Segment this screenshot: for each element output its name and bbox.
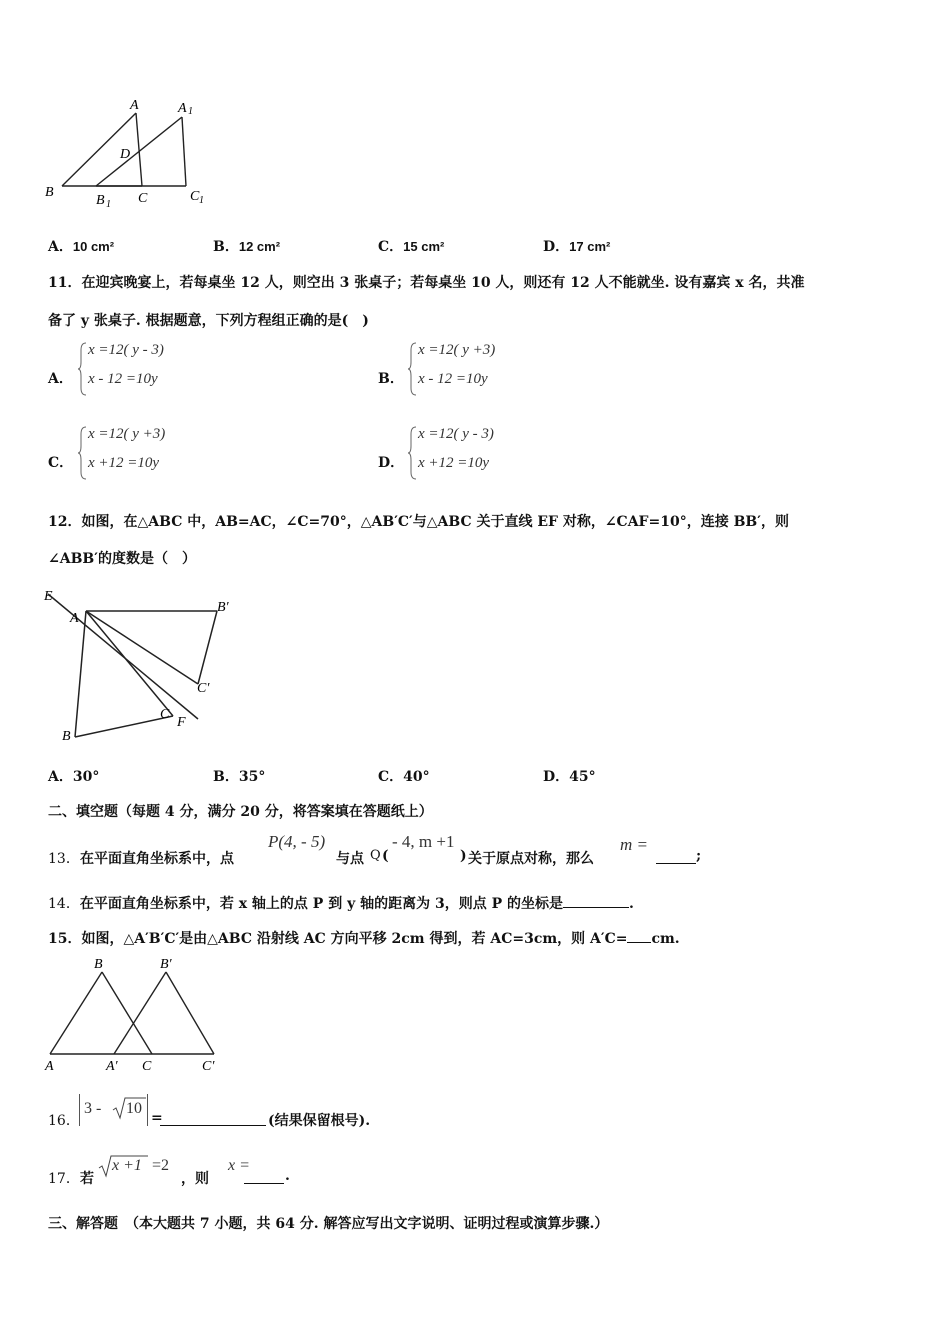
q12-stem-line1: 12．如图，在△ABC 中，AB=AC，∠C=70°，△AB′C′与△ABC 关于直线 EF 对称，∠CAF=10°，连接 BB′，则 bbox=[48, 514, 789, 530]
q11-option-b-system bbox=[408, 342, 568, 398]
q10-option-c bbox=[378, 236, 444, 256]
q13-answer-blank[interactable] bbox=[656, 849, 696, 864]
q11-option-b-eq2: x - 12 =10y bbox=[418, 371, 488, 387]
q12-label-C-prime: C′ bbox=[197, 681, 210, 696]
q15-text2: cm. bbox=[651, 931, 680, 947]
q16-expression-b: 10 bbox=[126, 1100, 142, 1117]
q11-option-b-letter: B． bbox=[378, 371, 404, 387]
q16-equals: = bbox=[151, 1110, 163, 1126]
q13-text1: 在平面直角坐标系中，点 bbox=[80, 851, 234, 867]
q10-option-a-letter: A． bbox=[48, 239, 73, 255]
q10-label-B1: B bbox=[96, 193, 105, 208]
q12-option-a-letter: A． bbox=[48, 769, 73, 785]
q12-label-B-prime: B′ bbox=[217, 600, 229, 615]
q15 bbox=[48, 928, 680, 948]
q12-option-d-text: 45° bbox=[569, 769, 596, 785]
q17-answer-blank[interactable] bbox=[244, 1170, 284, 1184]
q13-paren-close: ) bbox=[460, 848, 467, 864]
q11-option-c-letter: C． bbox=[48, 455, 74, 471]
q15-answer-blank[interactable] bbox=[627, 930, 651, 943]
q15-label-B-prime: B′ bbox=[160, 957, 172, 972]
q10-label-C1-sub: 1 bbox=[199, 195, 204, 206]
q11-option-c-eq2: x +12 =10y bbox=[88, 455, 160, 471]
q10-option-c-text: 15 cm² bbox=[403, 239, 445, 254]
q13-text3: 关于原点对称，那么 bbox=[468, 851, 594, 867]
q16 bbox=[48, 1094, 548, 1134]
q13-end: ; bbox=[696, 848, 702, 864]
q14-number: 14． bbox=[48, 896, 80, 912]
q17 bbox=[48, 1152, 548, 1192]
section-3-title: 三、解答题 （本大题共 7 小题，共 64 分. 解答应写出文字说明、证明过程或演算步骤.） bbox=[48, 1216, 609, 1232]
q10-option-d bbox=[543, 236, 610, 256]
q10-label-B1-sub: 1 bbox=[106, 199, 111, 210]
q11-option-d-system bbox=[408, 426, 568, 482]
q12-option-b bbox=[213, 766, 265, 786]
q17-comma-text: ，则 bbox=[181, 1171, 209, 1187]
q10-option-d-letter: D． bbox=[543, 239, 570, 255]
q15-label-A: A bbox=[45, 1059, 54, 1074]
q10-option-d-text: 17 cm² bbox=[569, 239, 611, 254]
q12-label-E: E bbox=[44, 589, 53, 604]
q17-text1: 若 bbox=[80, 1171, 94, 1187]
q11-stem-line1: 11．在迎宾晚宴上，若每桌坐 12 人，则空出 3 张桌子；若每桌坐 10 人，则还有 12 人不能就坐. 设有嘉宾 x 名，共准 bbox=[48, 275, 805, 291]
q16-abs-bar-right bbox=[147, 1094, 150, 1126]
q15-label-C-prime: C′ bbox=[202, 1059, 215, 1074]
q10-label-D: D bbox=[120, 147, 131, 162]
q13-text2: 与点 bbox=[336, 851, 364, 867]
q12-option-d bbox=[543, 766, 596, 786]
q10-option-a-text: 10 cm² bbox=[72, 239, 115, 254]
q10-option-b-text: 12 cm² bbox=[238, 239, 281, 254]
q12-label-B: B bbox=[62, 729, 71, 744]
q14-text: 在平面直角坐标系中，若 x 轴上的点 P 到 y 轴的距离为 3，则点 P 的坐标是 bbox=[79, 896, 563, 912]
q12-option-a-text: 30° bbox=[72, 769, 100, 785]
q15-figure bbox=[42, 952, 222, 1076]
q17-end: . bbox=[285, 1168, 290, 1184]
q12-label-A: A bbox=[70, 611, 79, 626]
q15-text1: 15．如图，△A′B′C′是由△ABC 沿射线 AC 方向平移 2cm 得到，若 AC=3cm，则 A′C= bbox=[48, 931, 628, 947]
q11-option-a-eq2: x - 12 =10y bbox=[88, 371, 158, 387]
brace-icon bbox=[408, 426, 418, 480]
brace-icon bbox=[78, 426, 88, 480]
q10-option-b bbox=[213, 236, 280, 256]
q15-label-B: B bbox=[94, 957, 103, 972]
q16-expression-a: 3 - bbox=[84, 1100, 102, 1117]
q12-option-c bbox=[378, 766, 430, 786]
q12-label-F: F bbox=[177, 715, 186, 730]
q11-option-b-eq1: x =12( y +3) bbox=[418, 342, 496, 358]
section-2-title: 二、填空题（每题 4 分，满分 20 分，将答案填在答题纸上） bbox=[48, 804, 433, 820]
q15-label-C: C bbox=[142, 1059, 152, 1074]
brace-icon bbox=[78, 342, 88, 396]
q14-answer-blank[interactable] bbox=[563, 895, 629, 908]
q10-label-A1-sub: 1 bbox=[188, 106, 193, 117]
q13-m-equals: m = bbox=[620, 835, 648, 854]
q16-abs-bar-left bbox=[79, 1094, 82, 1126]
q13-number: 13． bbox=[48, 851, 80, 867]
q10-label-C: C bbox=[138, 191, 148, 206]
q11-option-a-system bbox=[78, 342, 238, 398]
q11-option-d-eq2: x +12 =10y bbox=[418, 455, 490, 471]
q12-stem-line2: ∠ABB′的度数是（ ） bbox=[48, 551, 196, 567]
q11-option-c-system bbox=[78, 426, 238, 482]
q10-option-a bbox=[48, 236, 114, 256]
q17-radicand: x +1 bbox=[112, 1157, 142, 1174]
q11-stem-line2: 备了 y 张桌子. 根据题意，下列方程组正确的是( ) bbox=[48, 313, 369, 329]
q12-option-b-text: 35° bbox=[238, 769, 266, 785]
q15-label-A-prime: A′ bbox=[106, 1059, 118, 1074]
q17-number: 17． bbox=[48, 1171, 80, 1187]
q10-figure bbox=[40, 92, 210, 214]
q17-x-equals: x = bbox=[228, 1157, 250, 1174]
q10-label-C1: C bbox=[190, 189, 200, 204]
q11-option-a-eq1: x =12( y - 3) bbox=[88, 342, 164, 358]
q14 bbox=[48, 893, 634, 913]
q12-option-a bbox=[48, 766, 99, 786]
q13 bbox=[48, 832, 928, 872]
q15-figure-lines bbox=[50, 972, 214, 1054]
q12-label-C: C bbox=[160, 707, 170, 722]
q11-option-d-eq1: x =12( y - 3) bbox=[418, 426, 494, 442]
q14-end: . bbox=[628, 896, 634, 912]
q11-option-c-eq1: x =12( y +3) bbox=[88, 426, 166, 442]
q13-point-q: Q bbox=[370, 848, 381, 863]
q12-option-c-letter: C． bbox=[378, 769, 404, 785]
q13-q-coordinates: - 4, m +1 bbox=[392, 832, 455, 851]
q10-option-c-letter: C． bbox=[378, 239, 404, 255]
q10-label-A1: A bbox=[178, 101, 187, 116]
q16-answer-blank[interactable] bbox=[160, 1112, 266, 1126]
q10-option-b-letter: B． bbox=[213, 239, 239, 255]
q17-equals-two: =2 bbox=[152, 1157, 170, 1174]
q12-figure bbox=[40, 580, 250, 750]
q16-number: 16． bbox=[48, 1113, 80, 1129]
brace-icon bbox=[408, 342, 418, 396]
q12-option-c-text: 40° bbox=[403, 769, 430, 785]
q10-label-A: A bbox=[130, 98, 139, 113]
q13-paren-open: ( bbox=[382, 848, 389, 864]
q12-option-d-letter: D． bbox=[543, 769, 570, 785]
q12-option-b-letter: B． bbox=[213, 769, 239, 785]
q11-option-d-letter: D． bbox=[378, 455, 405, 471]
q11-option-a-letter: A． bbox=[48, 371, 73, 387]
q10-label-B: B bbox=[45, 185, 54, 200]
q16-note: (结果保留根号). bbox=[268, 1113, 371, 1129]
q13-point-p: P(4, - 5) bbox=[268, 832, 326, 851]
